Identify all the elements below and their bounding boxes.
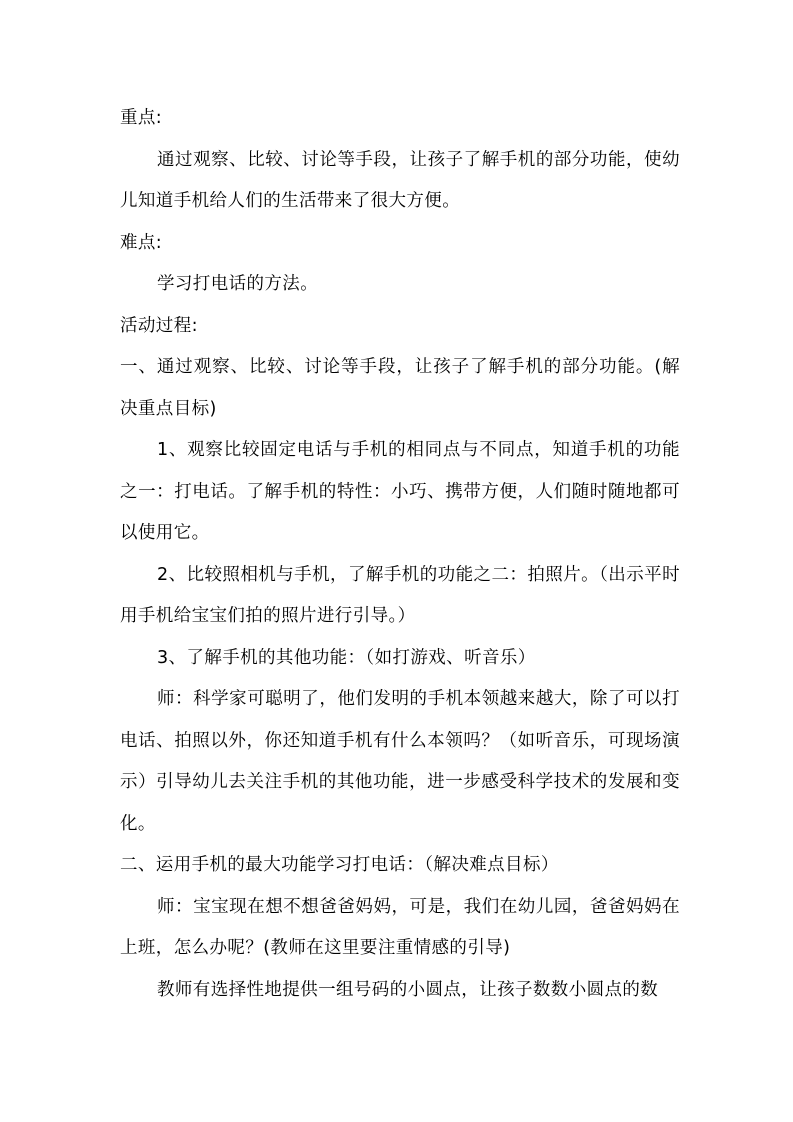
- paragraph: 通过观察、比较、讨论等手段，让孩子了解手机的部分功能，使幼儿知道手机给人们的生活带来了很大方便。: [120, 149, 680, 211]
- paragraph: 教师有选择性地提供一组号码的小圆点，让孩子数数小圆点的数: [157, 979, 659, 1000]
- paragraph: 一、通过观察、比较、讨论等手段，让孩子了解手机的部分功能。(解决重点目标): [120, 357, 680, 419]
- paragraph: 2、比较照相机与手机，了解手机的功能之二：拍照片。（出示平时用手机给宝宝们拍的照片进行引导。）: [120, 564, 680, 626]
- paragraph: 重点:: [120, 108, 163, 128]
- paragraph: 难点:: [120, 232, 163, 253]
- paragraph: 师：科学家可聪明了，他们发明的手机本领越来越大，除了可以打电话、拍照以外，你还知道手机有什么本领吗？（如听音乐，可现场演示）引导幼儿去关注手机的其他功能，进一步感受科学技术的发展和变化。: [120, 689, 680, 834]
- paragraph: 学习打电话的方法。: [157, 274, 319, 294]
- paragraph: 二、运用手机的最大功能学习打电话：（解决难点目标）: [120, 855, 559, 875]
- paragraph: 师：宝宝现在想不想爸爸妈妈，可是，我们在幼儿园，爸爸妈妈在上班，怎么办呢？(教师在这里要注重情感的引导): [120, 896, 680, 958]
- document-body: [120, 98, 680, 1011]
- paragraph: 活动过程:: [120, 315, 198, 336]
- paragraph: 1、观察比较固定电话与手机的相同点与不同点，知道手机的功能之一：打电话。了解手机的特性：小巧、携带方便，人们随时随地都可以使用它。: [120, 440, 680, 543]
- paragraph: 3、了解手机的其他功能：（如打游戏、听音乐）: [157, 647, 536, 668]
